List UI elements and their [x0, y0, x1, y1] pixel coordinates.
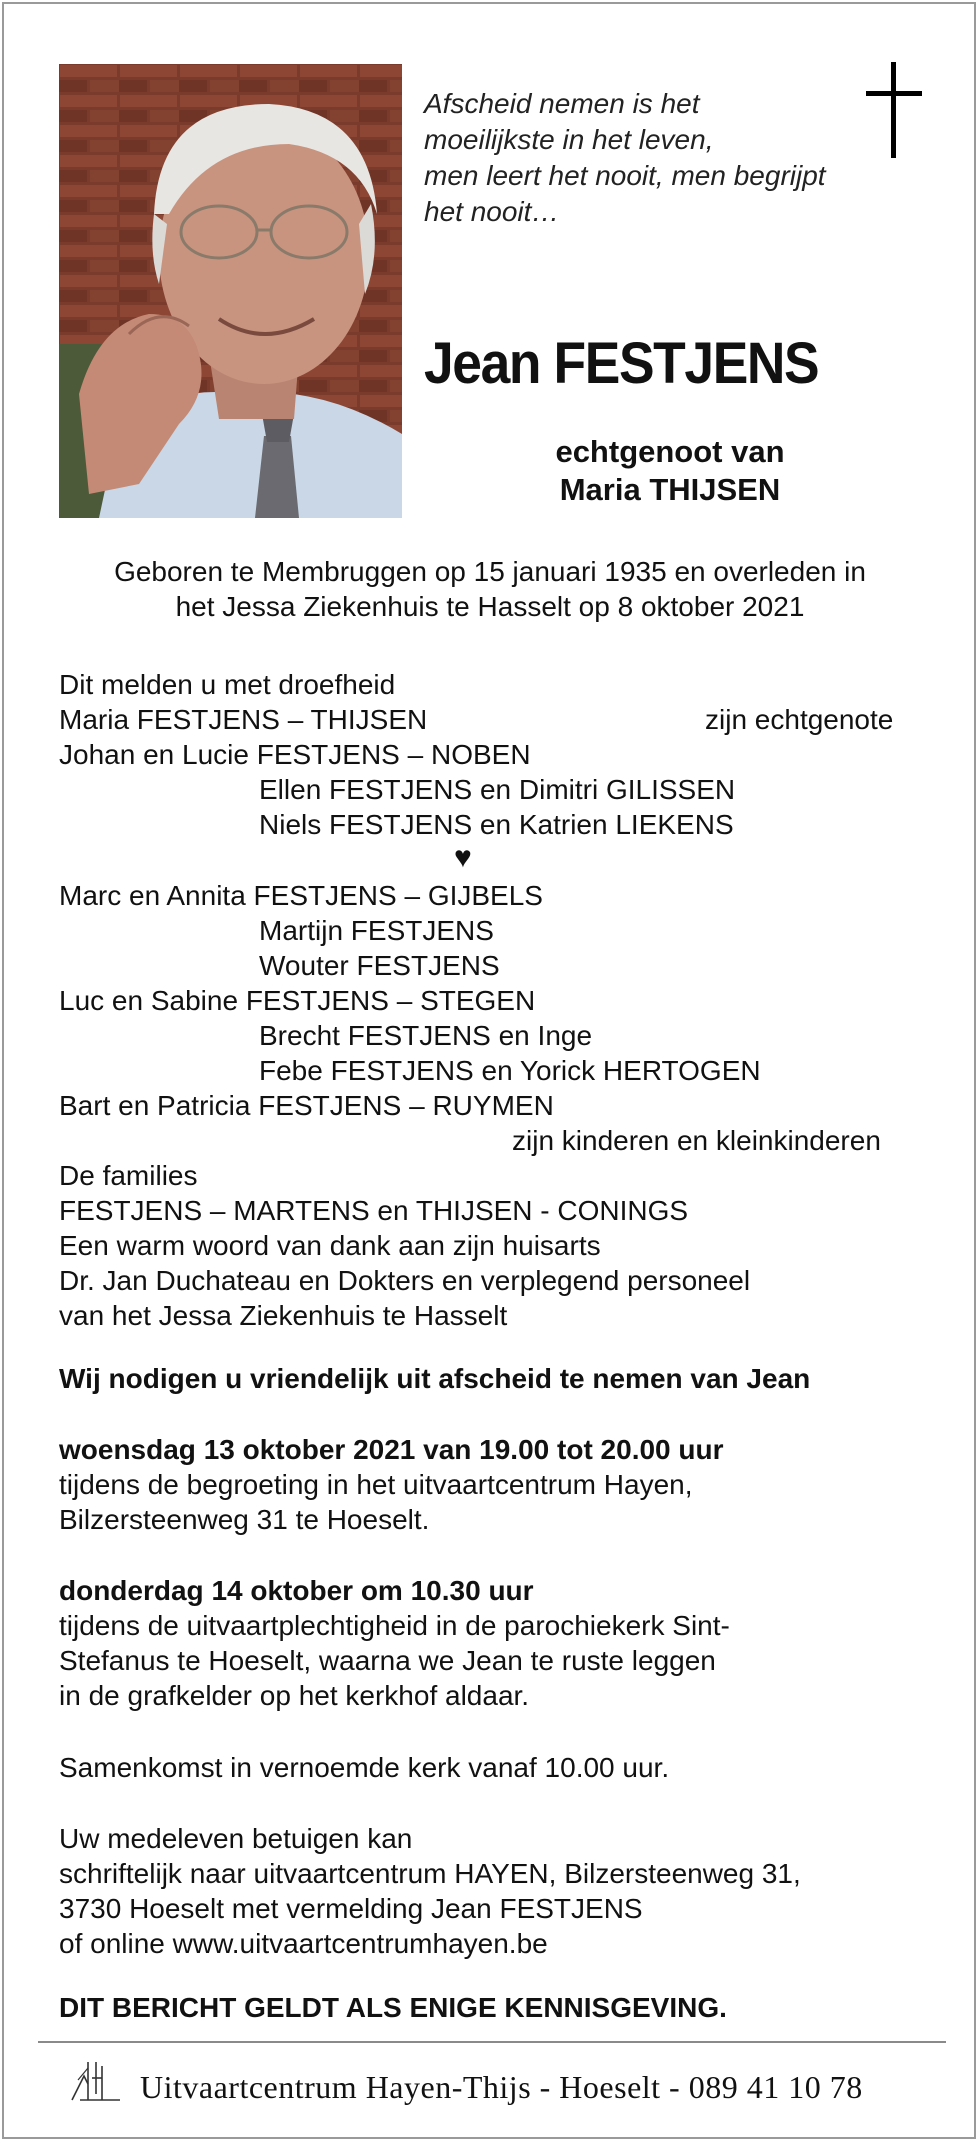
wife-role: zijn echtgenote: [705, 704, 894, 735]
deceased-name: Jean FESTJENS: [424, 331, 819, 396]
thanks-line: van het Jessa Ziekenhuis te Hasselt: [59, 1300, 508, 1331]
heart-icon: ♥: [454, 841, 472, 874]
thanks-line: Een warm woord van dank aan zijn huisarts: [59, 1230, 601, 1261]
funeral-home-logo-icon: [66, 2058, 122, 2104]
mourner-child: Marc en Annita FESTJENS – GIJBELS: [59, 880, 543, 911]
mourner-child: Bart en Patricia FESTJENS – RUYMEN: [59, 1090, 554, 1121]
children-role: zijn kinderen en kleinkinderen: [512, 1125, 881, 1156]
event-line: Bilzersteenweg 31 te Hoeselt.: [59, 1504, 430, 1535]
birth-death-info: [40, 554, 940, 624]
born-line: Geboren te Membruggen op 15 januari 1935 en overleden in: [114, 556, 866, 587]
latin-cross-icon: [866, 62, 922, 158]
born-line: het Jessa Ziekenhuis te Hasselt op 8 oktober 2021: [175, 591, 805, 622]
mourner-grandchild: Ellen FESTJENS en Dimitri GILISSEN: [259, 774, 736, 805]
invitation: Wij nodigen u vriendelijk uit afscheid te nemen van Jean: [59, 1363, 811, 1394]
thanks-line: Dr. Jan Duchateau en Dokters en verplegend personeel: [59, 1265, 751, 1296]
families-label: De families: [59, 1160, 198, 1191]
mourner-grandchild: Brecht FESTJENS en Inge: [259, 1020, 593, 1051]
spouse-line: echtgenoot van: [555, 434, 785, 469]
quote-line: het nooit…: [424, 196, 560, 227]
condolences-website: of online www.uitvaartcentrumhayen.be: [59, 1928, 548, 1959]
event-date: donderdag 14 oktober om 10.30 uur: [59, 1575, 534, 1606]
event-line: tijdens de begroeting in het uitvaartcentrum Hayen,: [59, 1469, 693, 1500]
mourner-grandchild: Febe FESTJENS en Yorick HERTOGEN: [259, 1055, 761, 1086]
footer-contact: Uitvaartcentrum Hayen-Thijs - Hoeselt - 089 41 10 78: [140, 2069, 863, 2105]
notice: DIT BERICHT GELDT ALS ENIGE KENNISGEVING.: [59, 1992, 727, 2023]
mourner-grandchild: Martijn FESTJENS: [259, 915, 494, 946]
mourner-grandchild: Wouter FESTJENS: [259, 950, 500, 981]
mourner-child: Johan en Lucie FESTJENS – NOBEN: [59, 739, 531, 770]
condolences-line: schriftelijk naar uitvaartcentrum HAYEN, Bilzersteenweg 31,: [59, 1858, 801, 1889]
footer-divider: [38, 2041, 946, 2043]
portrait-photo: [59, 64, 402, 518]
spouse-block: [480, 433, 860, 509]
event-line: Stefanus te Hoeselt, waarna we Jean te ruste leggen: [59, 1645, 716, 1676]
event-line: in de grafkelder op het kerkhof aldaar.: [59, 1680, 530, 1711]
mourner-child: Luc en Sabine FESTJENS – STEGEN: [59, 985, 536, 1016]
condolences-line: Uw medeleven betuigen kan: [59, 1823, 413, 1854]
families: FESTJENS – MARTENS en THIJSEN - CONINGS: [59, 1195, 689, 1226]
mourner-grandchild: Niels FESTJENS en Katrien LIEKENS: [259, 809, 734, 840]
gathering-info: Samenkomst in vernoemde kerk vanaf 10.00 uur.: [59, 1752, 670, 1783]
condolences-line: 3730 Hoeselt met vermelding Jean FESTJENS: [59, 1893, 643, 1924]
quote-line: moeilijkste in het leven,: [424, 124, 714, 155]
event-date: woensdag 13 oktober 2021 van 19.00 tot 20.00 uur: [59, 1434, 724, 1465]
mourners-intro: Dit melden u met droefheid: [59, 669, 396, 700]
quote-line: men leert het nooit, men begrijpt: [424, 160, 826, 191]
quote: [424, 86, 904, 230]
spouse-name: Maria THIJSEN: [559, 472, 781, 507]
event-line: tijdens de uitvaartplechtigheid in de parochiekerk Sint-: [59, 1610, 730, 1641]
mourner-wife: Maria FESTJENS – THIJSEN: [59, 704, 428, 735]
quote-line: Afscheid nemen is het: [424, 88, 700, 119]
